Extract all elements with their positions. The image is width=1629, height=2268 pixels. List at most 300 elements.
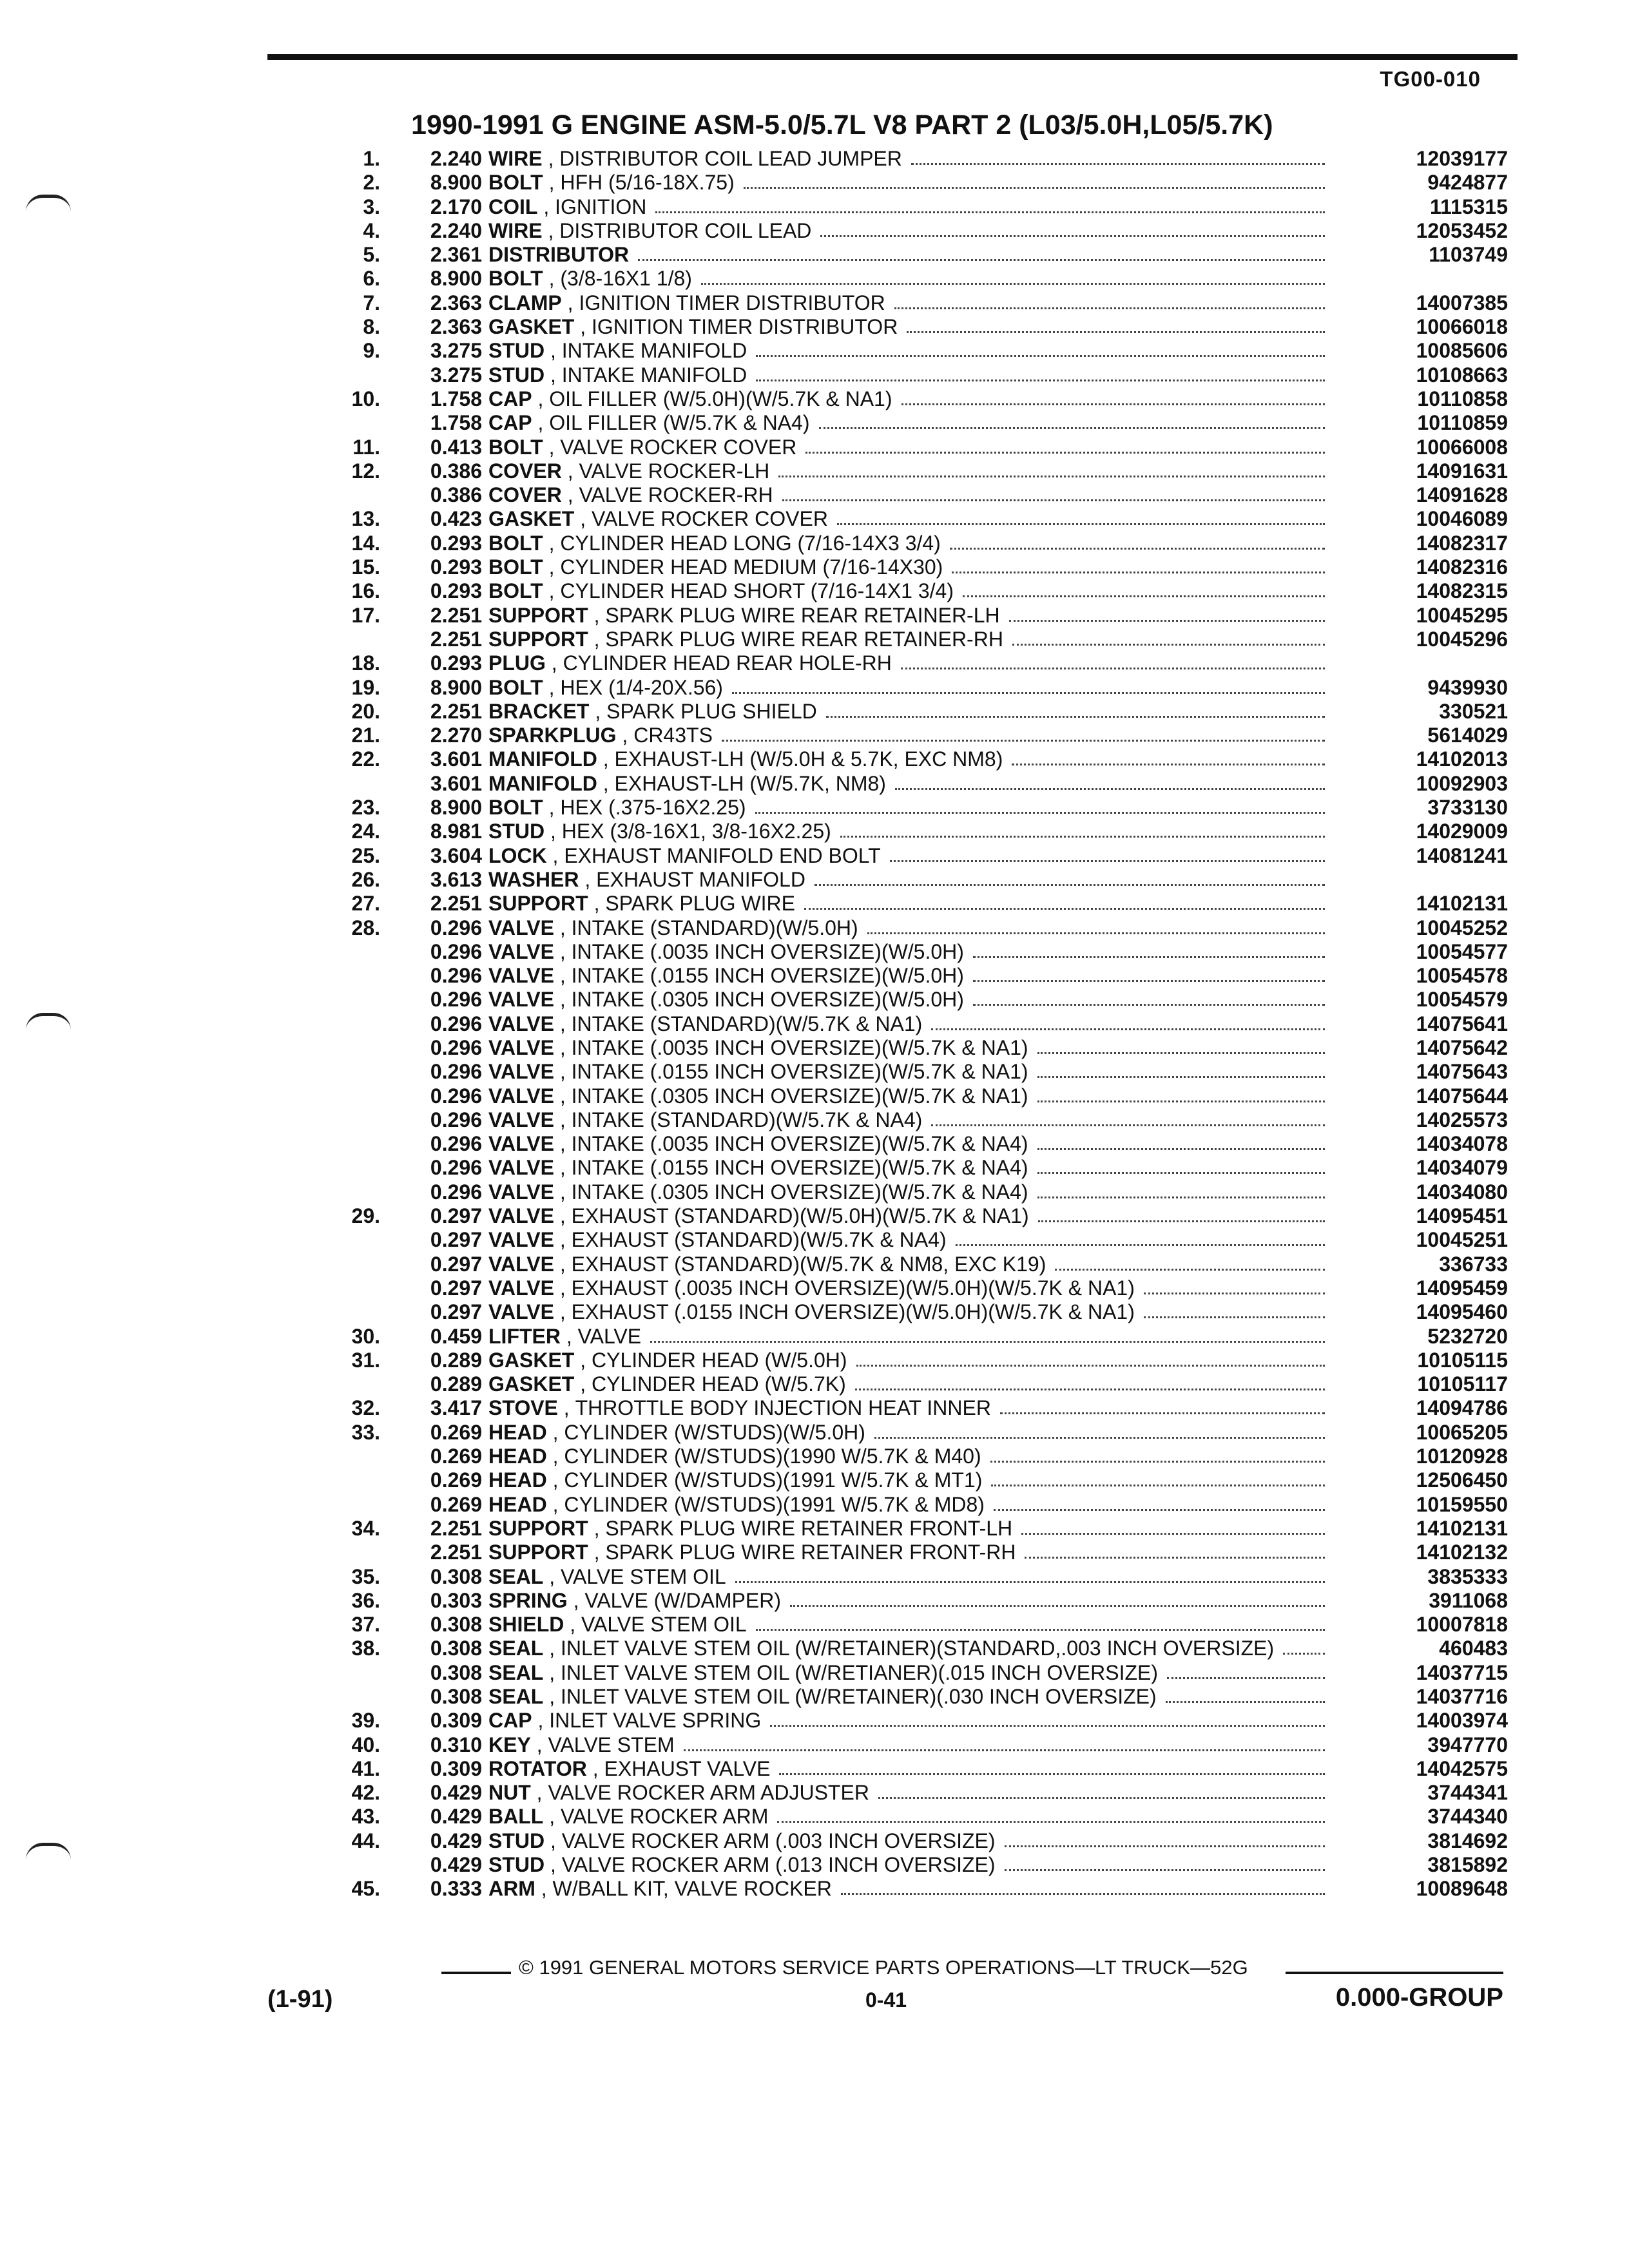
part-description [488,267,1334,291]
part-name: VALVE [488,1252,554,1276]
part-name: VALVE [488,1132,554,1156]
dot-leader [874,1421,1325,1439]
dot-leader [894,291,1325,309]
part-detail: EXHAUST-LH (W/5.0H & 5.7K, EXC NM8) [614,747,1003,771]
part-detail: W/BALL KIT, VALVE ROCKER [552,1877,832,1901]
name-separator: , [597,771,615,795]
name-separator: , [530,1733,548,1756]
name-separator: , [543,579,561,603]
part-number: 14095459 [1416,1276,1508,1300]
part-number: 10159550 [1416,1492,1508,1516]
dot-leader [1037,1036,1325,1054]
part-detail: INLET VALVE STEM OIL (W/RETIANER)(.015 INCH OVERSIZE) [561,1660,1158,1684]
part-name: SPARKPLUG [488,724,617,747]
part-name: STUD [488,1829,545,1852]
part-number: 14025573 [1416,1108,1508,1131]
dot-leader [901,387,1325,405]
parts-row [277,1661,1508,1685]
dot-leader [1144,1276,1325,1294]
name-separator: , [554,1012,572,1035]
name-separator: , [543,531,561,555]
part-detail: INTAKE (.0035 INCH OVERSIZE)(W/5.0H) [571,939,964,963]
part-description [488,339,1334,363]
group-code: 0.308 [430,1685,482,1708]
group-code: 0.296 [430,1132,482,1156]
item-number: 9. [363,339,380,363]
part-number: 10066008 [1416,435,1508,459]
parts-row [277,291,1508,315]
item-number: 24. [351,820,380,843]
part-description [488,507,1334,531]
part-detail: HFH (5/16-18X.75) [560,171,735,195]
part-number: 14102132 [1416,1541,1508,1564]
group-code: 0.297 [430,1300,482,1324]
group-code: 0.296 [430,988,482,1012]
part-name: BALL [488,1805,544,1829]
parts-row [277,1253,1508,1276]
item-number: 29. [351,1204,380,1228]
part-description [488,1349,1334,1372]
part-description [488,1685,1334,1709]
group-code: 0.429 [430,1781,482,1805]
part-name: VALVE [488,988,554,1012]
parts-row [277,243,1508,267]
parts-row [277,411,1508,435]
parts-row [277,1396,1508,1420]
name-separator: , [543,1637,561,1660]
part-detail: VALVE STEM OIL [581,1613,747,1637]
part-description [488,820,1334,843]
part-name: STUD [488,339,545,363]
parts-row [277,147,1508,171]
part-name: SHIELD [488,1613,564,1637]
dot-leader [952,555,1325,573]
item-number: 21. [351,724,380,747]
dot-leader [1037,1084,1325,1102]
part-name: COVER [488,459,562,483]
part-detail: SPARK PLUG WIRE [605,892,795,916]
parts-row [277,1300,1508,1324]
group-label: 0.000-GROUP [1335,1983,1503,2012]
part-detail: HEX (.375-16X2.25) [560,796,746,820]
part-description [488,700,1334,724]
parts-row [277,604,1508,628]
part-number: 14034078 [1416,1132,1508,1156]
part-detail: INLET VALVE STEM OIL (W/RETAINER)(STANDARD,.003 INCH OVERSIZE) [561,1637,1275,1660]
group-code: 0.459 [430,1324,482,1348]
parts-row [277,1325,1508,1349]
name-separator: , [546,1445,564,1468]
part-name: HEAD [488,1445,547,1468]
revision-date: (1-91) [267,1986,333,2013]
part-detail: EXHAUST (.0035 INCH OVERSIZE)(W/5.0H)(W/5.7K & NA1) [571,1276,1135,1300]
parts-row [277,1372,1508,1396]
name-separator: , [586,1756,604,1780]
part-number: 10007818 [1416,1613,1508,1637]
part-detail: CYLINDER HEAD MEDIUM (7/16-14X30) [560,555,943,579]
part-description [488,195,1334,219]
parts-row [277,1781,1508,1805]
part-name: PLUG [488,651,546,675]
group-code: 2.270 [430,724,482,747]
dot-leader [1144,1300,1325,1318]
dot-leader [701,267,1325,285]
part-description [488,1805,1334,1829]
part-number: 12053452 [1416,218,1508,242]
name-separator: , [554,1156,572,1180]
item-number: 16. [351,579,380,603]
dot-leader [819,411,1325,429]
part-detail: CYLINDER (W/STUDS)(1991 W/5.7K & MD8) [564,1492,985,1516]
name-separator: , [574,315,592,339]
dot-leader [911,147,1325,165]
part-number: 9439930 [1427,675,1508,699]
name-separator: , [543,675,561,699]
part-number: 14037716 [1416,1685,1508,1708]
parts-row [277,267,1508,291]
name-separator: , [561,291,579,314]
part-number: 10054578 [1416,964,1508,988]
part-detail: VALVE ROCKER-RH [579,483,773,507]
parts-row [277,1468,1508,1492]
part-detail: CYLINDER HEAD SHORT (7/16-14X1 3/4) [560,579,954,603]
item-number: 28. [351,916,380,939]
parts-row [277,1805,1508,1829]
parts-row [277,700,1508,724]
name-separator: , [554,964,572,988]
name-separator: , [597,747,615,771]
group-code: 8.900 [430,675,482,699]
parts-row [277,1108,1508,1132]
dot-leader [755,796,1325,814]
part-number: 3733130 [1427,796,1508,820]
part-description [488,892,1334,916]
part-detail: CYLINDER HEAD (W/5.0H) [592,1348,847,1372]
parts-row [277,1517,1508,1541]
part-detail: VALVE (W/DAMPER) [584,1588,781,1612]
item-number: 40. [351,1733,380,1756]
part-number: 14102013 [1416,747,1508,771]
group-code: 0.308 [430,1564,482,1588]
name-separator: , [616,724,634,747]
part-name: SPRING [488,1588,568,1612]
part-name: BOLT [488,267,543,291]
parts-row [277,676,1508,700]
name-separator: , [545,363,562,387]
part-description [488,988,1334,1012]
item-number: 10. [351,387,380,410]
parts-row [277,339,1508,363]
part-number: 10105115 [1417,1348,1508,1372]
dot-leader [1012,628,1325,646]
part-number: 14075643 [1416,1060,1508,1084]
part-detail: CYLINDER HEAD (W/5.7K) [592,1372,846,1396]
parts-row [277,1493,1508,1517]
part-name: VALVE [488,1156,554,1180]
part-number: 3835333 [1427,1564,1508,1588]
document-code: TG00-010 [1380,67,1481,91]
dot-leader [931,1012,1325,1030]
part-number: 14082317 [1416,531,1508,555]
group-code: 1.758 [430,387,482,410]
part-name: MANIFOLD [488,747,597,771]
part-detail: INLET VALVE SPRING [549,1709,762,1733]
part-description [488,1156,1334,1180]
part-description [488,747,1334,771]
item-number: 45. [351,1877,380,1901]
dot-leader [826,700,1325,718]
item-number: 5. [363,243,380,267]
item-number: 13. [351,507,380,531]
name-separator: , [554,1300,572,1324]
part-detail: INTAKE (.0305 INCH OVERSIZE)(W/5.7K & NA1) [571,1084,1028,1108]
dot-leader [756,339,1325,357]
name-separator: , [554,1060,572,1084]
group-code: 2.251 [430,1541,482,1564]
part-name: KEY [488,1733,531,1756]
part-name: STUD [488,820,545,843]
group-code: 3.417 [430,1396,482,1420]
parts-row [277,436,1508,459]
part-description [488,1180,1334,1204]
item-number: 27. [351,892,380,916]
parts-row [277,724,1508,747]
parts-row [277,964,1508,988]
dot-leader [779,1757,1325,1775]
part-name: VALVE [488,1060,554,1084]
name-separator: , [532,1709,550,1733]
part-name: WIRE [488,147,543,170]
part-number: 10045296 [1416,627,1508,651]
part-number: 14029009 [1416,820,1508,843]
group-code: 0.296 [430,1012,482,1035]
name-separator: , [588,1541,606,1564]
name-separator: , [543,1660,561,1684]
name-separator: , [546,1492,564,1516]
group-code: 8.900 [430,796,482,820]
dot-leader [1037,1132,1325,1150]
dot-leader [956,1228,1325,1246]
dot-leader [756,1613,1325,1631]
part-detail: EXHAUST (STANDARD)(W/5.7K & NA4) [571,1228,947,1252]
part-number: 3815892 [1427,1853,1508,1877]
part-description [488,604,1334,628]
part-detail: VALVE ROCKER ARM [560,1805,769,1829]
dot-leader [1037,1156,1325,1174]
part-description [488,1325,1334,1349]
item-number: 38. [351,1637,380,1660]
part-description [488,772,1334,796]
part-name: COIL [488,195,538,218]
name-separator: , [579,867,597,891]
group-code: 2.363 [430,291,482,314]
group-code: 0.333 [430,1877,482,1901]
parts-row [277,507,1508,531]
footer-rule-left [441,1972,511,1974]
part-description [488,796,1334,820]
group-code: 2.363 [430,315,482,339]
part-description [488,1108,1334,1132]
dot-leader [931,1108,1325,1126]
name-separator: , [554,988,572,1012]
part-name: VALVE [488,916,554,939]
group-code: 8.900 [430,171,482,195]
part-description [488,483,1334,507]
part-name: BOLT [488,579,543,603]
item-number: 25. [351,843,380,867]
item-number: 37. [351,1613,380,1637]
part-number: 3947770 [1427,1733,1508,1756]
parts-row [277,820,1508,843]
part-name: BOLT [488,435,543,459]
part-number: 14075642 [1416,1035,1508,1059]
name-separator: , [574,507,592,531]
name-separator: , [564,1613,582,1637]
name-separator: , [543,1805,561,1829]
part-number: 10085606 [1416,339,1508,363]
name-separator: , [535,1877,553,1901]
dot-leader [1038,1204,1325,1222]
name-separator: , [545,820,562,843]
parts-row [277,1084,1508,1108]
parts-row [277,988,1508,1012]
part-number: 14034080 [1416,1180,1508,1204]
name-separator: , [561,459,579,483]
group-code: 0.296 [430,1084,482,1108]
part-detail: INTAKE (STANDARD)(W/5.7K & NA4) [571,1108,923,1131]
part-description [488,1012,1334,1036]
name-separator: , [532,411,550,435]
part-number: 14091628 [1416,483,1508,507]
part-number: 3911068 [1429,1588,1508,1612]
name-separator: , [545,339,562,363]
part-detail: EXHAUST MANIFOLD END BOLT [564,843,881,867]
item-number: 7. [363,291,380,314]
part-detail: THROTTLE BODY INJECTION HEAT INNER [575,1396,991,1420]
punch-hole-mark [26,1843,71,1860]
dot-leader [805,436,1325,454]
dot-leader [1283,1637,1325,1655]
part-description [488,1613,1334,1637]
dot-leader [855,1372,1325,1390]
part-description [488,459,1334,483]
name-separator: , [557,1396,575,1420]
item-number: 36. [351,1588,380,1612]
item-number: 35. [351,1564,380,1588]
part-number: 9424877 [1427,171,1508,195]
part-description [488,1637,1334,1660]
item-number: 43. [351,1805,380,1829]
part-detail: INTAKE MANIFOLD [561,339,747,363]
part-number: 10120928 [1416,1445,1508,1468]
part-description [488,1396,1334,1420]
part-detail: IGNITION TIMER DISTRIBUTOR [579,291,885,314]
name-separator: , [554,1084,572,1108]
part-description [488,387,1334,411]
part-number: 10045295 [1416,603,1508,627]
part-number: 14007385 [1416,291,1508,314]
part-description [488,1300,1334,1324]
parts-row [277,1685,1508,1709]
dot-leader [1167,1661,1325,1679]
part-detail: HEX (1/4-20X.56) [560,675,723,699]
parts-row [277,532,1508,555]
name-separator: , [554,1204,572,1228]
part-detail: INTAKE (.0305 INCH OVERSIZE)(W/5.7K & NA4) [571,1180,1028,1204]
part-name: CLAMP [488,291,562,314]
part-number: 1103749 [1429,243,1508,267]
dot-leader [841,1877,1325,1895]
part-detail: EXHAUST (STANDARD)(W/5.7K & NM8, EXC K19) [571,1252,1046,1276]
dot-leader [1012,747,1325,765]
part-detail: SPARK PLUG WIRE RETAINER FRONT-RH [605,1541,1016,1564]
part-number: 336733 [1439,1252,1508,1276]
part-name: GASKET [488,507,575,531]
item-number: 44. [351,1829,380,1852]
group-code: 0.297 [430,1204,482,1228]
part-name: SEAL [488,1685,544,1708]
dot-leader [684,1733,1325,1751]
part-name: SUPPORT [488,892,588,916]
item-number: 6. [363,267,380,291]
part-number: 14003974 [1416,1709,1508,1733]
part-number: 5232720 [1427,1324,1508,1348]
group-code: 3.604 [430,843,482,867]
name-separator: , [545,651,563,675]
name-separator: , [542,147,560,170]
punch-hole-mark [26,195,71,212]
part-description [488,315,1334,339]
group-code: 0.303 [430,1588,482,1612]
parts-row [277,1829,1508,1853]
group-code: 0.289 [430,1372,482,1396]
dot-leader [901,651,1325,669]
part-name: VALVE [488,964,554,988]
part-detail: CYLINDER HEAD REAR HOLE-RH [563,651,892,675]
dot-leader [1055,1253,1325,1271]
name-separator: , [574,1348,592,1372]
part-detail: INTAKE (.0035 INCH OVERSIZE)(W/5.7K & NA1) [571,1035,1028,1059]
group-code: 0.308 [430,1660,482,1684]
part-description [488,1228,1334,1252]
part-number: 460483 [1439,1637,1508,1660]
part-number: 1115315 [1429,195,1508,218]
part-description [488,579,1334,603]
dot-leader [840,820,1325,838]
item-number: 12. [351,459,380,483]
name-separator: , [545,1853,562,1877]
part-name: MANIFOLD [488,771,597,795]
group-code: 0.297 [430,1228,482,1252]
part-name: SEAL [488,1660,544,1684]
part-number: 10110858 [1417,387,1508,410]
part-description [488,291,1334,315]
group-code: 0.296 [430,1060,482,1084]
group-code: 0.308 [430,1613,482,1637]
part-name: VALVE [488,1108,554,1131]
parts-row [277,868,1508,892]
parts-row [277,1156,1508,1180]
group-code: 0.289 [430,1348,482,1372]
dot-leader [963,579,1325,597]
part-detail: EXHAUST-LH (W/5.7K, NM8) [614,771,886,795]
part-detail: (3/8-16X1 1/8) [560,267,692,291]
parts-row [277,1204,1508,1228]
part-detail: EXHAUST (.0155 INCH OVERSIZE)(W/5.0H)(W/5.7K & NA1) [571,1300,1135,1324]
group-code: 0.293 [430,531,482,555]
parts-row [277,747,1508,771]
group-code: 3.613 [430,867,482,891]
